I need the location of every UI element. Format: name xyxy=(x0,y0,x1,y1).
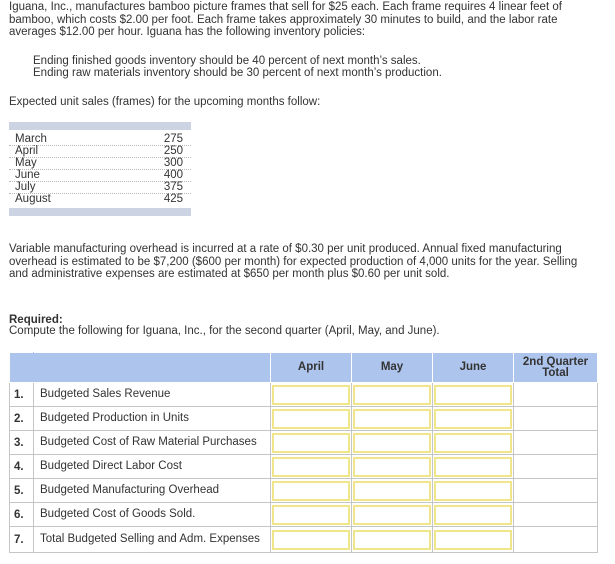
table-row xyxy=(10,527,598,553)
sales-units: 300 xyxy=(163,157,183,169)
required-text: Compute the following for Iguana, Inc., for the second quarter (April, May, and June). xyxy=(9,325,440,337)
table-row xyxy=(10,503,598,527)
june-input[interactable] xyxy=(434,385,512,405)
april-input[interactable] xyxy=(272,530,350,550)
may-input[interactable] xyxy=(353,505,431,525)
sales-month: June xyxy=(15,169,40,181)
table-row xyxy=(10,383,598,407)
policy-finished-goods: Ending finished goods inventory should be 40 percent of next month’s sales. xyxy=(33,55,421,67)
may-input[interactable] xyxy=(353,481,431,501)
may-input[interactable] xyxy=(353,409,431,429)
june-input[interactable] xyxy=(434,481,512,501)
budget-header-row xyxy=(10,353,598,383)
row-label: Budgeted Cost of Raw Material Purchases xyxy=(34,431,271,455)
sales-month: May xyxy=(15,157,37,169)
row-label: Budgeted Manufacturing Overhead xyxy=(34,479,271,503)
sales-month: August xyxy=(15,193,51,205)
may-input[interactable] xyxy=(353,457,431,477)
required-label: Required: xyxy=(9,314,63,326)
june-input[interactable] xyxy=(434,530,512,550)
sales-table xyxy=(9,122,191,216)
table-row xyxy=(10,455,598,479)
sales-row xyxy=(9,194,191,205)
header-label-cell xyxy=(34,353,271,383)
row-label: Budgeted Sales Revenue xyxy=(34,383,271,407)
april-input[interactable] xyxy=(272,409,350,429)
row-number: 1. xyxy=(10,383,34,407)
row-number: 2. xyxy=(10,407,34,431)
header-quarter-total: 2nd Quarter Total xyxy=(514,353,598,383)
header-num-cell xyxy=(10,353,34,383)
june-input[interactable] xyxy=(434,505,512,525)
quarter-total-cell xyxy=(514,479,598,503)
row-label: Budgeted Production in Units xyxy=(34,407,271,431)
may-input[interactable] xyxy=(353,530,431,550)
table-row xyxy=(10,479,598,503)
may-input[interactable] xyxy=(353,385,431,405)
row-label: Total Budgeted Selling and Adm. Expenses xyxy=(34,527,271,553)
june-input[interactable] xyxy=(434,457,512,477)
april-input[interactable] xyxy=(272,505,350,525)
sales-units: 400 xyxy=(163,169,183,181)
header-may: May xyxy=(352,353,433,383)
intro-paragraph: Iguana, Inc., manufactures bamboo picture frames that sell for $25 each. Each frame requires 4 linear feet of bamboo, which costs $2.00 per foot. Each frame takes approximately 30 minutes to build, and the labor rate averages $12.00 per hour. Iguana has the following inventory policies: xyxy=(9,1,562,38)
sales-units: 425 xyxy=(163,193,183,205)
quarter-total-cell xyxy=(514,431,598,455)
policy-raw-materials: Ending raw materials inventory should be 30 percent of next month’s production. xyxy=(33,67,442,79)
sales-intro: Expected unit sales (frames) for the upcoming months follow: xyxy=(9,96,321,108)
april-input[interactable] xyxy=(272,457,350,477)
april-input[interactable] xyxy=(272,433,350,453)
may-input[interactable] xyxy=(353,433,431,453)
row-number: 5. xyxy=(10,479,34,503)
quarter-total-cell xyxy=(514,503,598,527)
june-input[interactable] xyxy=(434,433,512,453)
header-april: April xyxy=(271,353,352,383)
sales-month: July xyxy=(15,181,36,193)
sales-units: 275 xyxy=(163,133,183,145)
row-number: 4. xyxy=(10,455,34,479)
budget-table xyxy=(9,352,598,553)
header-june: June xyxy=(433,353,514,383)
sales-units: 250 xyxy=(163,145,183,157)
sales-units: 375 xyxy=(163,181,183,193)
row-number: 6. xyxy=(10,503,34,527)
april-input[interactable] xyxy=(272,481,350,501)
table-row xyxy=(10,431,598,455)
sales-month: March xyxy=(15,133,47,145)
quarter-total-cell xyxy=(514,455,598,479)
row-number: 3. xyxy=(10,431,34,455)
sales-month: April xyxy=(15,145,39,157)
quarter-total-cell xyxy=(514,407,598,431)
quarter-total-cell xyxy=(514,527,598,553)
june-input[interactable] xyxy=(434,409,512,429)
overhead-paragraph: Variable manufacturing overhead is incurred at a rate of $0.30 per unit produced. Annual fixed manufacturing overhead is estimated to be $7,200 ($600 per month) for expected production of 4,000 units for the year. Selling and administrative expenses are estimated at $650 per month plus $0.60 per unit sold. xyxy=(9,243,578,280)
row-label: Budgeted Direct Labor Cost xyxy=(34,455,271,479)
quarter-total-cell xyxy=(514,383,598,407)
row-label: Budgeted Cost of Goods Sold. xyxy=(34,503,271,527)
april-input[interactable] xyxy=(272,385,350,405)
table-row xyxy=(10,407,598,431)
row-number: 7. xyxy=(10,527,34,553)
